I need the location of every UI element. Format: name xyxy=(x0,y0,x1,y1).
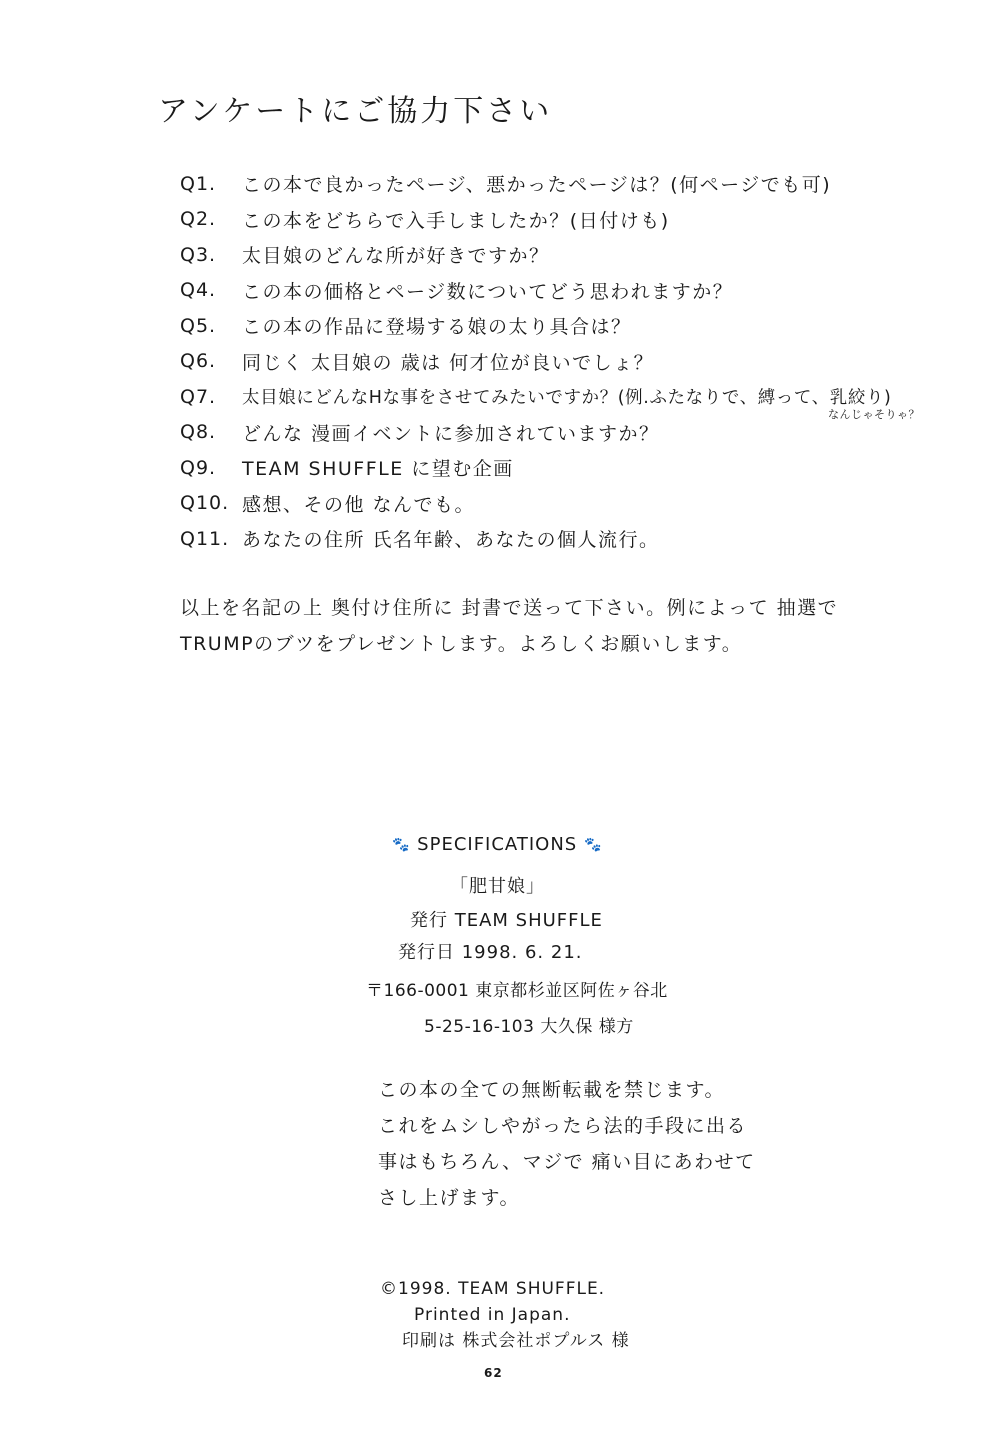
address-line-1: 〒166-0001 東京都杉並区阿佐ヶ谷北 xyxy=(366,981,668,1001)
question-text: この本の価格とページ数についてどう思われますか？ xyxy=(242,280,734,303)
printed-line: Printed in Japan. xyxy=(414,1305,571,1325)
question-text: 太目娘のどんな所が好きですか？ xyxy=(242,245,550,268)
question-item xyxy=(180,450,940,486)
question-item xyxy=(180,344,940,380)
page-number: 62 xyxy=(484,1366,503,1380)
question-text: この本で良かったページ、悪かったページは？(何ページでも可) xyxy=(242,174,832,197)
question-item xyxy=(180,273,940,309)
question-number: Q4. xyxy=(180,279,217,302)
question-number: Q6. xyxy=(180,350,217,373)
question-number: Q7. xyxy=(180,385,217,408)
publisher-line: 発行 TEAM SHUFFLE xyxy=(410,910,603,931)
question-text: TEAM SHUFFLE に望む企画 xyxy=(242,458,514,481)
notice-line: 事はもちろん、マジで 痛い目にあわせて xyxy=(378,1151,756,1173)
notice-line: これをムシしやがったら法的手段に出る xyxy=(378,1115,748,1137)
specifications-heading xyxy=(392,834,602,855)
specifications-heading-text: SPECIFICATIONS xyxy=(417,834,578,855)
copyright-line: ©1998. TEAM SHUFFLE. xyxy=(380,1279,606,1299)
question-text: この本をどちらで入手しましたか？(日付けも) xyxy=(242,209,670,232)
question-text: 太目娘にどんなHな事をさせてみたいですか？(例.ふたなりで、縛って、乳絞り) xyxy=(242,388,892,409)
question-number: Q8. xyxy=(180,421,217,444)
printer-line: 印刷は 株式会社ポプルス 様 xyxy=(402,1331,630,1351)
question-item xyxy=(180,486,940,522)
question-text: 同じく 太目娘の 歳は 何才位が良いでしょ？ xyxy=(242,351,655,374)
question-number: Q2. xyxy=(180,208,217,231)
copyright-notice xyxy=(378,1072,756,1216)
notice-line: さし上げます。 xyxy=(378,1187,520,1209)
instruction-line: TRUMPのブツをプレゼントします。よろしくお願いします。 xyxy=(180,633,743,655)
question-list xyxy=(180,166,940,557)
publish-date: 発行日 1998. 6. 21. xyxy=(398,942,583,963)
q7-side-note: なんじゃそりゃ？ xyxy=(828,408,920,421)
question-item xyxy=(180,379,940,415)
question-text: あなたの住所 氏名年齢、あなたの個人流行。 xyxy=(242,529,660,552)
colophon xyxy=(380,1276,700,1354)
question-number: Q5. xyxy=(180,314,217,337)
question-number: Q11. xyxy=(180,527,230,550)
paw-icon: 🐾 xyxy=(583,837,603,853)
question-number: Q10. xyxy=(180,492,230,515)
book-title: 「肥甘娘」 xyxy=(450,876,545,897)
question-item xyxy=(180,166,940,202)
question-number: Q3. xyxy=(180,243,217,266)
paw-icon: 🐾 xyxy=(392,837,411,853)
question-item xyxy=(180,521,940,557)
question-item xyxy=(180,308,940,344)
question-text: どんな 漫画イベントに参加されていますか？ xyxy=(242,422,660,445)
instruction-line: 以上を名記の上 奥付け住所に 封書で送って下さい。例によって 抽選で xyxy=(180,597,839,619)
question-item xyxy=(180,237,940,273)
question-number: Q1. xyxy=(180,172,217,195)
question-text: 感想、その他 なんでも。 xyxy=(242,493,476,516)
page-title: アンケートにご協力下さい xyxy=(158,94,553,129)
notice-line: この本の全ての無断転載を禁じます。 xyxy=(378,1079,725,1101)
question-text: この本の作品に登場する娘の太り具合は？ xyxy=(242,316,632,339)
question-item xyxy=(180,202,940,238)
question-item xyxy=(180,415,940,451)
question-number: Q9. xyxy=(180,456,217,479)
address-line-2: 5-25-16-103 大久保 様方 xyxy=(424,1017,634,1037)
submission-instructions xyxy=(180,590,839,662)
